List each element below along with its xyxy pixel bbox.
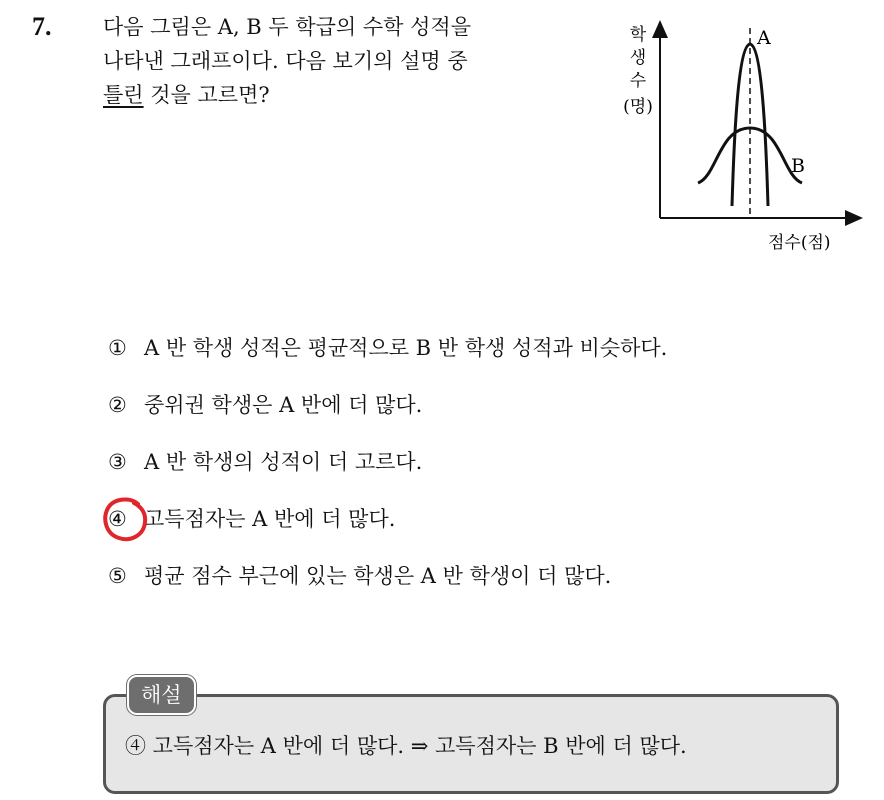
option-4[interactable] [108, 501, 667, 558]
y-label-char-1: 학 [629, 25, 647, 45]
option-3-mark: ③ [108, 450, 127, 474]
y-label-char-3: 수 [629, 71, 647, 91]
option-5-mark: ⑤ [108, 564, 127, 588]
y-label-char-2: 생 [629, 48, 647, 68]
answer-options [108, 330, 667, 615]
curve-a-label: A [757, 27, 771, 49]
option-1[interactable] [108, 330, 667, 387]
question-number: 7. [32, 12, 52, 41]
distribution-graph [605, 18, 875, 258]
curve-b [698, 128, 802, 183]
option-2-mark: ② [108, 393, 127, 417]
underlined-keyword: 틀린 [103, 83, 144, 107]
option-3-text: A 반 학생의 성적이 더 고르다. [144, 450, 423, 474]
option-4-mark: ④ [108, 507, 127, 531]
question-line-1: 다음 그림은 A, B 두 학급의 수학 성적을 [103, 15, 472, 39]
option-1-mark: ① [108, 336, 127, 360]
question-text [103, 10, 603, 112]
curve-b-label: B [791, 155, 805, 177]
question-line-3-rest: 것을 고르면? [143, 83, 270, 107]
question-line-2: 나타낸 그래프이다. 다음 보기의 설명 중 [103, 49, 468, 73]
x-label: 점수(점) [768, 233, 831, 253]
graph-svg [605, 18, 875, 258]
explanation-tab: 해설 [127, 675, 196, 715]
option-3[interactable] [108, 444, 667, 501]
explanation-text: ④ 고득점자는 A 반에 더 많다. ⇒ 고득점자는 B 반에 더 많다. [125, 734, 687, 758]
y-label-unit: (명) [623, 97, 653, 117]
option-2-text: 중위권 학생은 A 반에 더 많다. [144, 393, 423, 417]
option-1-text: A 반 학생 성적은 평균적으로 B 반 학생 성적과 비슷하다. [144, 336, 668, 360]
option-5-text: 평균 점수 부근에 있는 학생은 A 반 학생이 더 많다. [144, 564, 612, 588]
question-line-3 [103, 78, 603, 112]
option-2[interactable] [108, 387, 667, 444]
option-4-text: 고득점자는 A 반에 더 많다. [144, 507, 396, 531]
option-5[interactable] [108, 558, 667, 615]
